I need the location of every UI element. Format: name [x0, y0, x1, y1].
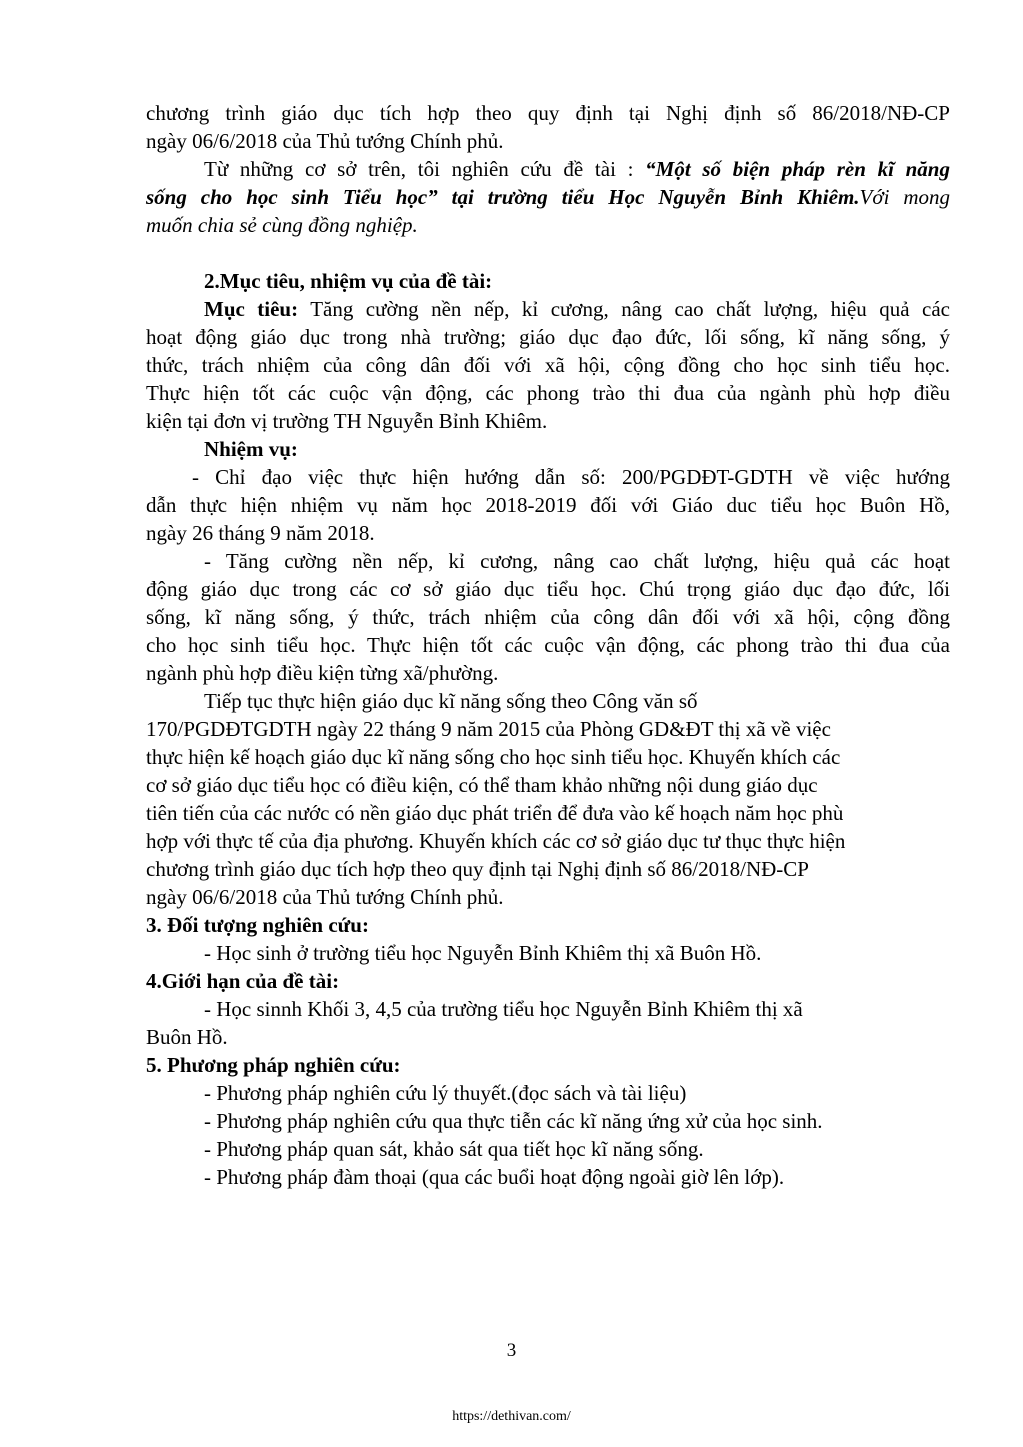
task-line: sống, kĩ năng sống, ý thức, trách nhiệm của công dân đối với xã hội, cộng đồng: [146, 605, 950, 629]
method-item: - Phương pháp đàm thoại (qua các buổi hoạt động ngoài giờ lên lớp).: [204, 1165, 785, 1189]
topic-title: “Một số biện pháp rèn kĩ năng: [645, 157, 950, 181]
intro-line: ngày 06/6/2018 của Thủ tướng Chính phủ.: [146, 129, 504, 153]
task-line: ngày 06/6/2018 của Thủ tướng Chính phủ.: [146, 885, 504, 909]
intro-topic-line: [204, 155, 950, 183]
intro-topic-line: [146, 183, 950, 211]
method-item: - Phương pháp nghiên cứu qua thực tiễn các kĩ năng ứng xử của học sinh.: [204, 1109, 823, 1133]
section-4-item: Buôn Hồ.: [146, 1025, 228, 1049]
intro-text: Từ những cơ sở trên, tôi nghiên cứu đề tài :: [204, 157, 646, 181]
task-line: hợp với thực tế của địa phương. Khuyến khích các cơ sở giáo dục tư thục thực hiện: [146, 829, 846, 853]
goal-line: [204, 295, 950, 323]
task-line: ngày 26 tháng 9 năm 2018.: [146, 521, 375, 545]
intro-line: chương trình giáo dục tích hợp theo quy định tại Nghị định số 86/2018/NĐ-CP: [146, 101, 950, 125]
goal-text: Tăng cường nền nếp, kỉ cương, nâng cao chất lượng, hiệu quả các: [298, 297, 950, 321]
task-line: cho học sinh tiểu học. Thực hiện tốt các cuộc vận động, các phong trào thi đua của: [146, 633, 950, 657]
page-number: 3: [506, 1340, 517, 1361]
section-3-heading: 3. Đối tượng nghiên cứu:: [146, 913, 369, 937]
section-2-heading: 2.Mục tiêu, nhiệm vụ của đề tài:: [204, 269, 493, 293]
task-line: - Tăng cường nền nếp, kỉ cương, nâng cao chất lượng, hiệu quả các hoạt: [204, 549, 950, 573]
goal-line: hoạt động giáo dục trong nhà trường; giáo dục đạo đức, lối sống, kĩ năng sống, ý: [146, 325, 950, 349]
section-4-heading: 4.Giới hạn của đề tài:: [146, 969, 340, 993]
goal-label: Mục tiêu:: [204, 297, 299, 321]
task-line: 170/PGDĐTGDTH ngày 22 tháng 9 năm 2015 của Phòng GD&ĐT thị xã về việc: [146, 717, 831, 741]
topic-title: sống cho học sinh Tiểu học” tại trường tiểu Học Nguyễn Bỉnh Khiêm.: [146, 185, 860, 209]
intro-text: Với mong: [859, 185, 950, 209]
task-line: động giáo dục trong các cơ sở giáo dục tiểu học. Chú trọng giáo dục đạo đức, lối: [146, 577, 950, 601]
task-line: ngành phù hợp điều kiện từng xã/phường.: [146, 661, 499, 685]
task-line: tiên tiến của các nước có nền giáo dục phát triển để đưa vào kế hoạch năm học phù: [146, 801, 844, 825]
task-line: cơ sở giáo dục tiểu học có điều kiện, có thể tham khảo những nội dung giáo dục: [146, 773, 818, 797]
task-line: chương trình giáo dục tích hợp theo quy định tại Nghị định số 86/2018/NĐ-CP: [146, 857, 809, 881]
section-4-item: - Học sinnh Khối 3, 4,5 của trường tiểu học Nguyễn Bỉnh Khiêm thị xã: [204, 997, 803, 1021]
section-5-heading: 5. Phương pháp nghiên cứu:: [146, 1053, 401, 1077]
goal-line: Thực hiện tốt các cuộc vận động, các phong trào thi đua của ngành phù hợp điều: [146, 381, 950, 405]
task-line: - Chỉ đạo việc thực hiện hướng dẫn số: 200/PGDĐT-GDTH về việc hướng: [192, 465, 950, 489]
source-url: https://dethivan.com/: [452, 1409, 571, 1424]
section-3-item: - Học sinh ở trường tiểu học Nguyễn Bỉnh Khiêm thị xã Buôn Hồ.: [204, 941, 762, 965]
task-line: thực hiện kế hoạch giáo dục kĩ năng sống cho học sinh tiểu học. Khuyến khích các: [146, 745, 841, 769]
method-item: - Phương pháp nghiên cứu lý thuyết.(đọc sách và tài liệu): [204, 1081, 687, 1105]
task-line: dẫn thực hiện nhiệm vụ năm học 2018-2019 đối với Giáo duc tiểu học Buôn Hồ,: [146, 493, 950, 517]
goal-line: kiện tại đơn vị trường TH Nguyễn Bỉnh Khiêm.: [146, 409, 548, 433]
goal-line: thức, trách nhiệm của công dân đối với xã hội, cộng đồng cho học sinh tiểu học.: [146, 353, 950, 377]
task-line: Tiếp tục thực hiện giáo dục kĩ năng sống theo Công văn số: [204, 689, 698, 713]
intro-line: muốn chia sẻ cùng đồng nghiệp.: [146, 213, 418, 237]
method-item: - Phương pháp quan sát, khảo sát qua tiết học kĩ năng sống.: [204, 1137, 704, 1161]
task-label: Nhiệm vụ:: [204, 437, 298, 461]
